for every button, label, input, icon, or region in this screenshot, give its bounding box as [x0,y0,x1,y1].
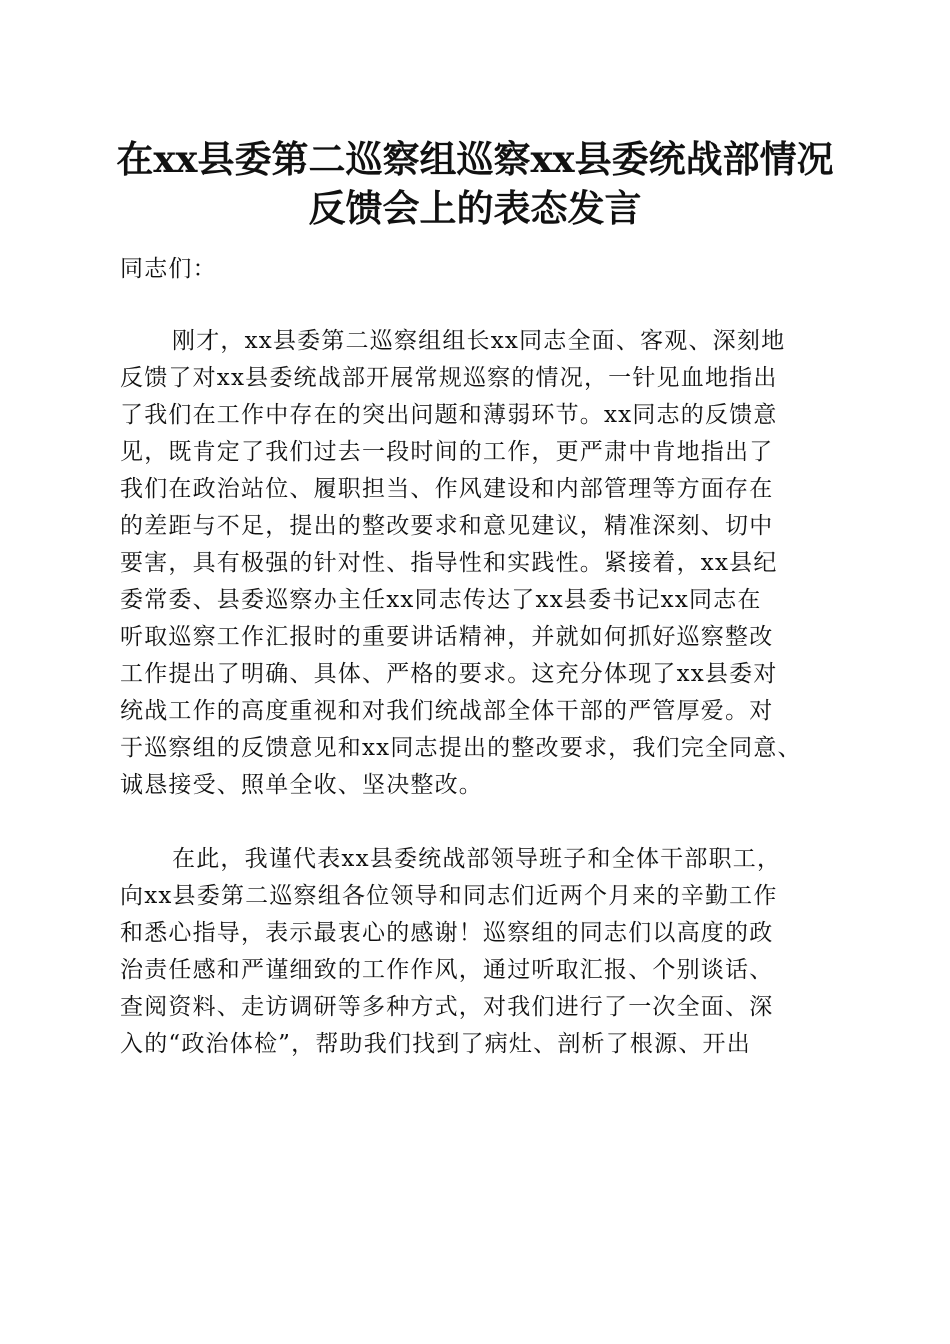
paragraph-line: 诚恳接受、照单全收、坚决整改。 [120,772,483,798]
paragraph-line: 治责任感和严谨细致的工作作风，通过听取汇报、个别谈话、 [120,957,774,983]
paragraph-line: 委常委、县委巡察办主任xx同志传达了xx县委书记xx同志在 [120,587,762,613]
paragraph-line: 的差距与不足，提出的整改要求和意见建议，精准深刻、切中 [120,513,774,539]
document-title-line-1: 在xx县委第二巡察组巡察xx县委统战部情况 [116,137,834,181]
paragraph-line: 于巡察组的反馈意见和xx同志提出的整改要求，我们完全同意、 [120,735,802,761]
paragraph-line: 听取巡察工作汇报时的重要讲话精神，并就如何抓好巡察整改 [120,624,774,650]
paragraph-line: 在此，我谨代表xx县委统战部领导班子和全体干部职工， [172,846,782,872]
paragraph-line: 入的“政治体检”，帮助我们找到了病灶、剖析了根源、开出 [120,1031,751,1057]
paragraph-line: 和悉心指导，表示最衷心的感谢！巡察组的同志们以高度的政 [120,920,774,946]
paragraph-line: 要害，具有极强的针对性、指导性和实践性。紧接着，xx县纪 [120,550,778,576]
paragraph-line: 工作提出了明确、具体、严格的要求。这充分体现了xx县委对 [120,661,778,687]
paragraph-line: 反馈了对xx县委统战部开展常规巡察的情况，一针见血地指出 [120,365,778,391]
paragraph-line: 刚才，xx县委第二巡察组组长xx同志全面、客观、深刻地 [172,328,786,354]
salutation: 同志们： [120,256,217,282]
document-title-line-2: 反馈会上的表态发言 [308,186,642,230]
paragraph-line: 向xx县委第二巡察组各位领导和同志们近两个月来的辛勤工作 [120,883,778,909]
paragraph-line: 统战工作的高度重视和对我们统战部全体干部的严管厚爱。对 [120,698,774,724]
paragraph-line: 我们在政治站位、履职担当、作风建设和内部管理等方面存在 [120,476,774,502]
paragraph-line: 查阅资料、走访调研等多种方式，对我们进行了一次全面、深 [120,994,774,1020]
paragraph-line: 了我们在工作中存在的突出问题和薄弱环节。xx同志的反馈意 [120,402,778,428]
paragraph-line: 见，既肯定了我们过去一段时间的工作，更严肃中肯地指出了 [120,439,774,465]
